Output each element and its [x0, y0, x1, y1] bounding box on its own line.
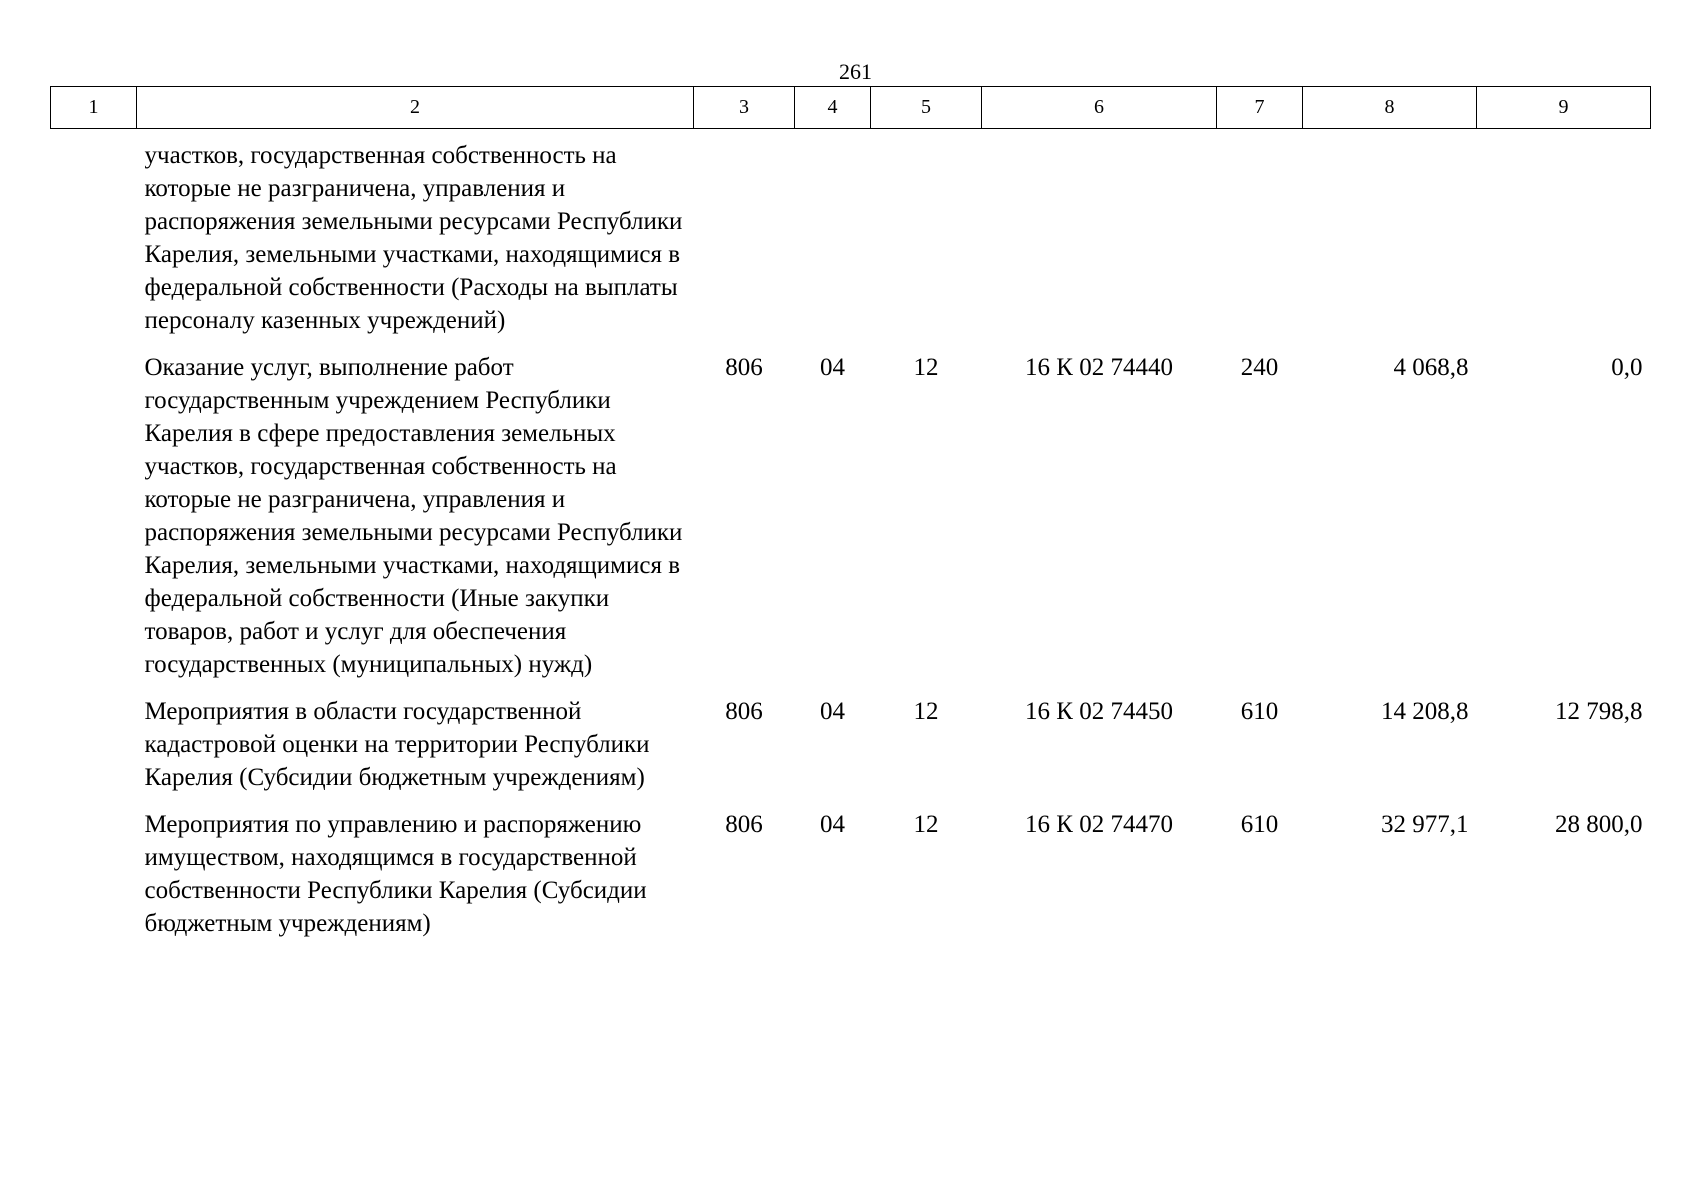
row-subsection-code: 12 [913, 354, 939, 381]
table-row [51, 808, 1651, 954]
row-description: Мероприятия в области государственной кадастровой оценки на территории Республики Карелия (Субсидии бюджетным учреждениям) [144, 698, 650, 791]
table-row [51, 351, 1651, 695]
row-amount-1: 14 208,8 [1381, 698, 1469, 725]
row-expense-type: 240 [1240, 354, 1279, 381]
column-header-2: 2 [137, 87, 694, 129]
row-subsection-code: 12 [913, 811, 939, 838]
column-header-1: 1 [51, 87, 137, 129]
row-ministry-code: 806 [725, 698, 763, 725]
row-section-code: 04 [820, 811, 845, 838]
row-subsection-code [871, 129, 982, 352]
row-amount-2: 12 798,8 [1555, 698, 1643, 725]
table-row [51, 129, 1651, 352]
budget-table [50, 86, 1651, 954]
row-expense-type: 610 [1240, 698, 1279, 725]
row-amount-1: 4 068,8 [1393, 354, 1469, 381]
row-target-article: 16 К 02 74440 [1025, 354, 1173, 381]
row-expense-type [1217, 129, 1303, 352]
row-ministry-code: 806 [725, 811, 763, 838]
column-header-4: 4 [795, 87, 871, 129]
row-section-code [795, 129, 871, 352]
row-section-code: 04 [820, 354, 845, 381]
row-expense-type: 610 [1240, 811, 1279, 838]
row-ministry-code: 806 [725, 354, 763, 381]
row-description: участков, государственная собственность на которые не разграничена, управления и распоряжения земельными ресурсами Республики Карелия, земельными участками, находящимися в федеральной собственности (Расходы на выплаты персоналу казенных учреждений) [144, 142, 683, 334]
table-row [51, 695, 1651, 808]
row-amount-2: 0,0 [1611, 354, 1643, 381]
row-amount-2 [1477, 129, 1651, 352]
row-amount-2: 28 800,0 [1555, 811, 1643, 838]
column-header-5: 5 [871, 87, 982, 129]
row-target-article [982, 129, 1217, 352]
column-header-9: 9 [1477, 87, 1651, 129]
column-header-7: 7 [1217, 87, 1303, 129]
row-subsection-code: 12 [913, 698, 939, 725]
row-amount-1: 32 977,1 [1381, 811, 1469, 838]
row-description: Оказание услуг, выполнение работ государственным учреждением Республики Карелия в сфере предоставления земельных участков, государственная собственность на которые не разграничена, управления и распоряжения земельными ресурсами Республики Карелия, земельными участками, находящимися в федеральной собственности (Иные закупки товаров, работ и услуг для обеспечения государственных (муниципальных) нужд) [144, 354, 683, 678]
row-section-code: 04 [820, 698, 845, 725]
row-description: Мероприятия по управлению и распоряжению имуществом, находящимся в государственной собственности Республики Карелия (Субсидии бюджетным учреждениям) [144, 811, 647, 937]
column-header-6: 6 [982, 87, 1217, 129]
column-header-3: 3 [694, 87, 795, 129]
row-ministry-code [694, 129, 795, 352]
row-target-article: 16 К 02 74470 [1025, 811, 1173, 838]
row-target-article: 16 К 02 74450 [1025, 698, 1173, 725]
page-number: 261 [839, 59, 872, 84]
column-number-header-row [51, 87, 1651, 129]
column-header-8: 8 [1303, 87, 1477, 129]
row-amount-1 [1303, 129, 1477, 352]
